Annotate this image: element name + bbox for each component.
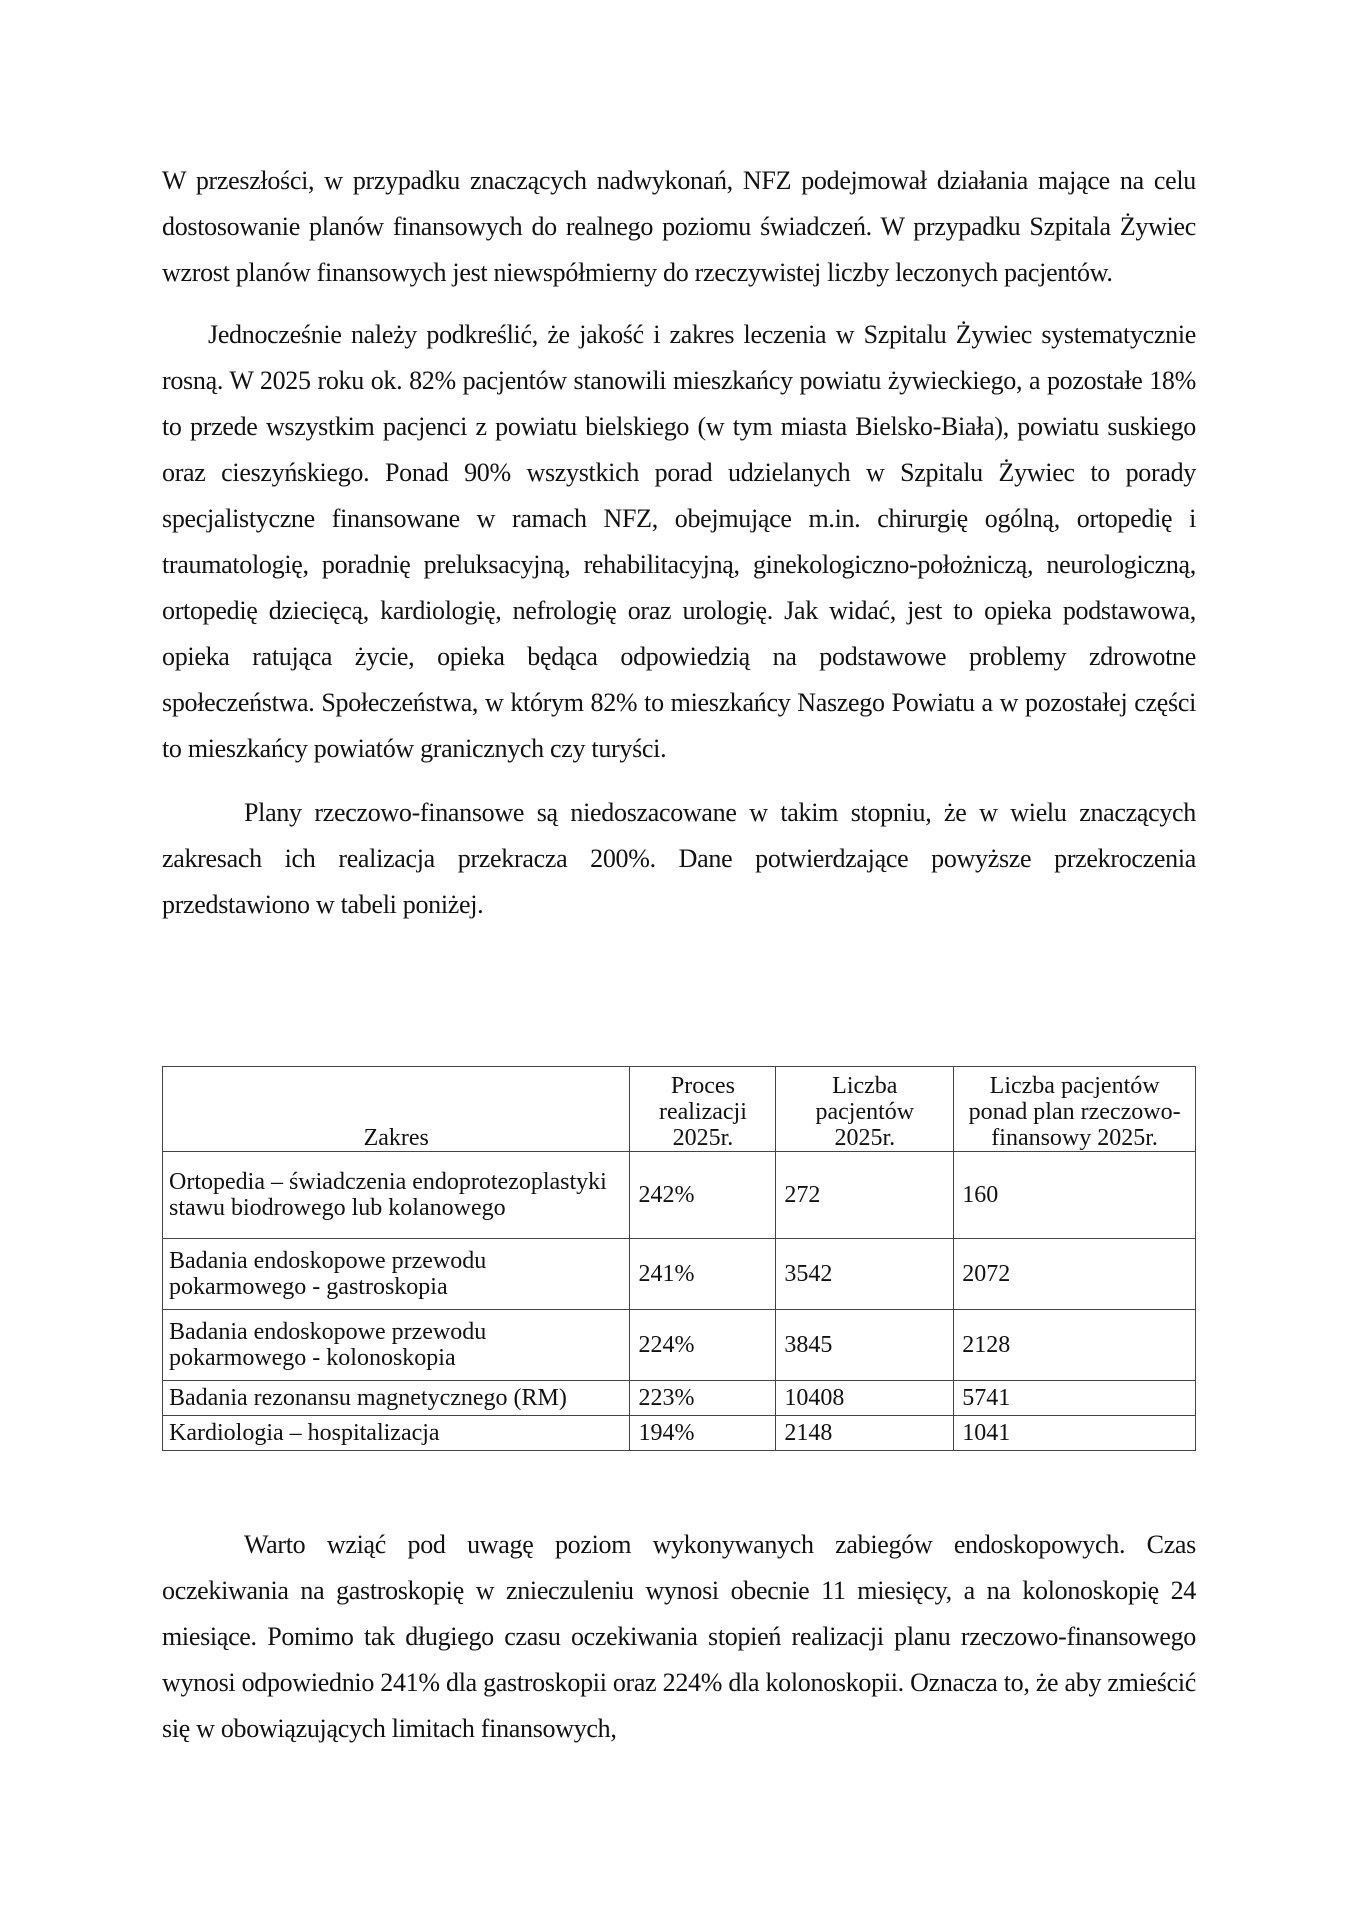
cell-ponad-plan: 1041 bbox=[954, 1416, 1196, 1451]
cell-realizacja: 242% bbox=[630, 1152, 776, 1239]
header-ponad-plan: Liczba pacjentów ponad plan rzeczowo-finansowy 2025r. bbox=[954, 1067, 1196, 1152]
cell-ponad-plan: 5741 bbox=[954, 1381, 1196, 1416]
cell-zakres: Kardiologia – hospitalizacja bbox=[163, 1416, 630, 1451]
overperformance-table bbox=[162, 1066, 1196, 1451]
table-row bbox=[163, 1239, 1196, 1310]
header-pacjenci: Liczba pacjentów 2025r. bbox=[776, 1067, 954, 1152]
cell-ponad-plan: 2128 bbox=[954, 1310, 1196, 1381]
paragraph-endoscopy: Warto wziąć pod uwagę poziom wykonywanych zabiegów endoskopowych. Czas oczekiwania na gastroskopię w znieczuleniu wynosi obecnie 11 miesięcy, a na kolonoskopię 24 miesiące. Pomimo tak długiego czasu oczekiwania stopień realizacji planu rzeczowo-finansowego wynosi odpowiednio 241% dla gastroskopii oraz 224% dla kolonoskopii. Oznacza to, że aby zmieścić się w obowiązujących limitach finansowych, bbox=[162, 1530, 1196, 1743]
cell-pacjenci: 2148 bbox=[776, 1416, 954, 1451]
cell-zakres: Badania rezonansu magnetycznego (RM) bbox=[163, 1381, 630, 1416]
table-row bbox=[163, 1416, 1196, 1451]
cell-realizacja: 224% bbox=[630, 1310, 776, 1381]
cell-zakres: Ortopedia – świadczenia endoprotezoplastyki stawu biodrowego lub kolanowego bbox=[163, 1152, 630, 1239]
header-realizacja: Proces realizacji 2025r. bbox=[630, 1067, 776, 1152]
cell-realizacja: 241% bbox=[630, 1239, 776, 1310]
table-row bbox=[163, 1381, 1196, 1416]
document-body bbox=[162, 158, 1196, 928]
document-body-continued bbox=[162, 1522, 1196, 1752]
cell-pacjenci: 272 bbox=[776, 1152, 954, 1239]
header-zakres: Zakres bbox=[163, 1067, 630, 1152]
paragraph-quality-scope: Jednocześnie należy podkreślić, że jakość i zakres leczenia w Szpitalu Żywiec systematycznie rosną. W 2025 roku ok. 82% pacjentów stanowili mieszkańcy powiatu żywieckiego, a pozostałe 18% to przede wszystkim pacjenci z powiatu bielskiego (w tym miasta Bielsko-Biała), powiatu suskiego oraz cieszyńskiego. Ponad 90% wszystkich porad udzielanych w Szpitalu Żywiec to porady specjalistyczne finansowane w ramach NFZ, obejmujące m.in. chirurgię ogólną, ortopedię i traumatologię, poradnię preluksacyjną, rehabilitacyjną, ginekologiczno-położniczą, neurologiczną, ortopedię dziecięcą, kardiologię, nefrologię oraz urologię. Jak widać, jest to opieka podstawowa, opieka ratująca życie, opieka będąca odpowiedzią na podstawowe problemy zdrowotne społeczeństwa. Społeczeństwa, w którym 82% to mieszkańcy Naszego Powiatu a w pozostałej części to mieszkańcy powiatów granicznych czy turyści. bbox=[162, 320, 1196, 763]
cell-realizacja: 194% bbox=[630, 1416, 776, 1451]
cell-pacjenci: 3845 bbox=[776, 1310, 954, 1381]
table-header-row bbox=[163, 1067, 1196, 1152]
cell-zakres: Badania endoskopowe przewodu pokarmowego - kolonoskopia bbox=[163, 1310, 630, 1381]
table-row bbox=[163, 1152, 1196, 1239]
cell-ponad-plan: 2072 bbox=[954, 1239, 1196, 1310]
paragraph-nfz-history: W przeszłości, w przypadku znaczących nadwykonań, NFZ podejmował działania mające na celu dostosowanie planów finansowych do realnego poziomu świadczeń. W przypadku Szpitala Żywiec wzrost planów finansowych jest niewspółmierny do rzeczywistej liczby leczonych pacjentów. bbox=[162, 166, 1196, 287]
table-row bbox=[163, 1310, 1196, 1381]
paragraph-underestimated-plans: Plany rzeczowo-finansowe są niedoszacowane w takim stopniu, że w wielu znaczących zakresach ich realizacja przekracza 200%. Dane potwierdzające powyższe przekroczenia przedstawiono w tabeli poniżej. bbox=[162, 798, 1196, 919]
cell-ponad-plan: 160 bbox=[954, 1152, 1196, 1239]
cell-pacjenci: 3542 bbox=[776, 1239, 954, 1310]
cell-zakres: Badania endoskopowe przewodu pokarmowego - gastroskopia bbox=[163, 1239, 630, 1310]
cell-realizacja: 223% bbox=[630, 1381, 776, 1416]
cell-pacjenci: 10408 bbox=[776, 1381, 954, 1416]
